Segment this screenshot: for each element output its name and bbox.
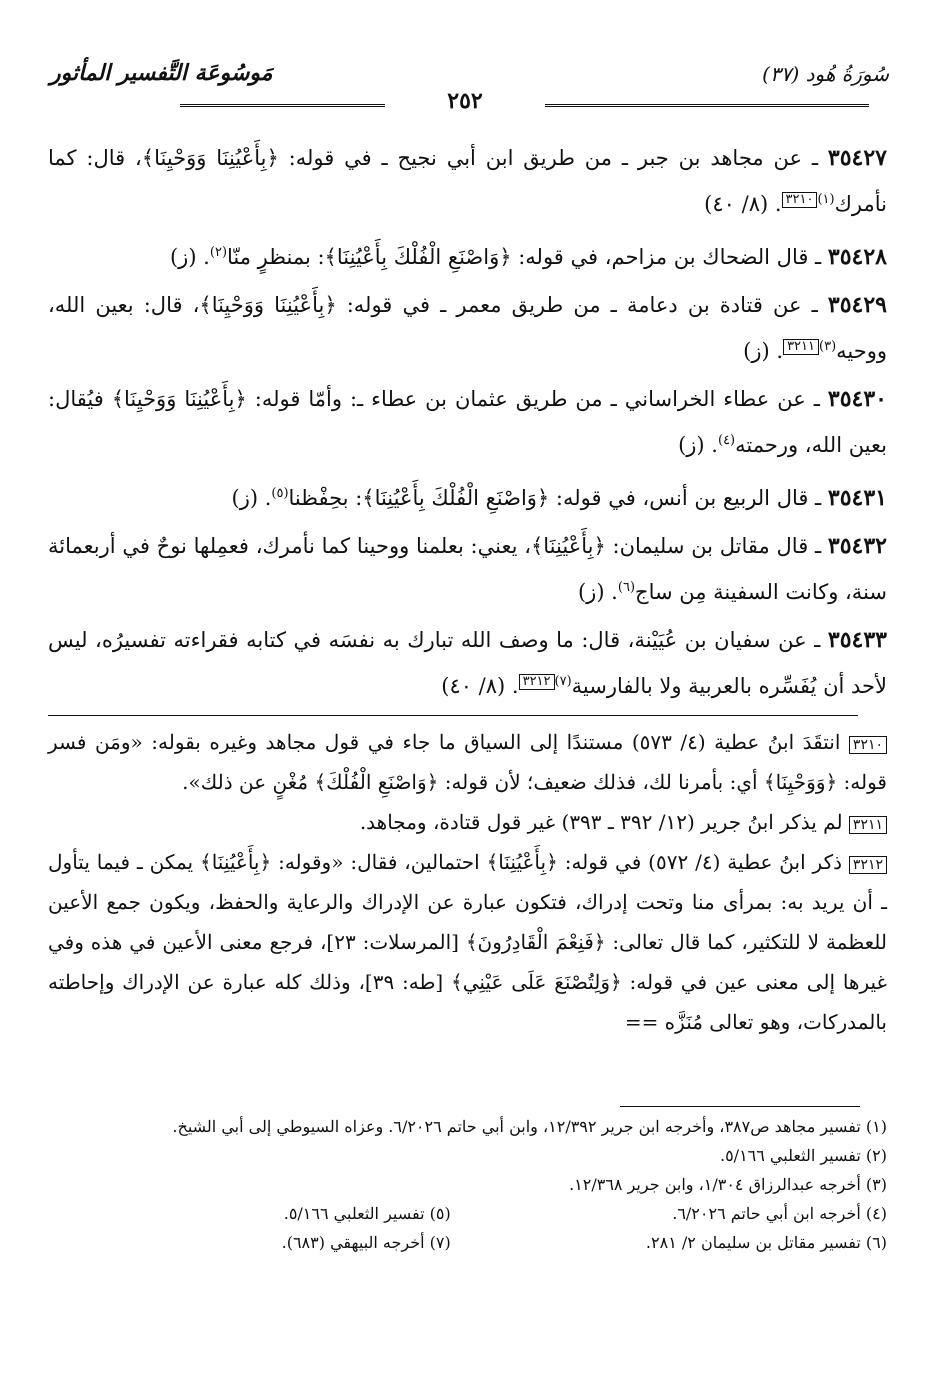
entry-text: ـ قال مقاتل بن سليمان: ﴿بِأَعْيُنِنَا﴾، يعني: بعلمنا ووحينا كما نأمرك، فعمِلها نوحٌ في أربعمائة سنة، وكانت السفينة مِن ساج	[48, 534, 887, 604]
footnote: (٥) تفسير الثعلبي ٥/١٦٦.	[283, 1204, 451, 1223]
entry	[48, 526, 887, 613]
entry-number: ٣٥٤٣١	[827, 485, 887, 511]
footnotes-divider	[620, 1106, 860, 1107]
page-number: ٢٥٢	[385, 88, 545, 114]
entry-number: ٣٥٤٢٨	[827, 244, 887, 270]
footnote-marker: (٧)	[554, 674, 572, 689]
entry-text: ـ عن مجاهد بن جبر ـ من طريق ابن أبي نجيح ـ في قوله: ﴿بِأَعْيُنِنَا وَوَحْيِنَا﴾، قال: كما نأمرك	[48, 146, 887, 216]
footnote-marker: (١)	[817, 192, 835, 207]
comment	[48, 802, 887, 842]
entry	[48, 138, 887, 225]
comment-ref: ٣٢١٠	[782, 192, 818, 208]
entry-source: . (ز)	[169, 245, 210, 269]
entry-source: . (ز)	[678, 433, 718, 457]
comment-number: ٣٢١٠	[849, 736, 887, 754]
entry-source: . (ز)	[743, 339, 784, 363]
entry-number: ٣٥٤٢٧	[827, 145, 887, 171]
entry	[48, 232, 887, 278]
comment-ref: ٣٢١١	[783, 339, 819, 355]
comments-divider	[48, 715, 858, 716]
footnote: (١) تفسير مجاهد ص٣٨٧، وأخرجه ابن جرير ١٢/٣٩٢، وابن أبي حاتم ٦/٢٠٢٦. وعزاه السيوطي إلى أبي الشيخ.	[172, 1117, 887, 1136]
entry-number: ٣٥٤٢٩	[827, 292, 887, 318]
entry-number: ٣٥٤٣٣	[827, 627, 887, 653]
footnote-row	[48, 1228, 887, 1257]
footnote: (٣) أخرجه عبدالرزاق ١/٣٠٤، وابن جرير ١٢/٣٦٨.	[569, 1175, 887, 1194]
footnote: (٦) تفسير مقاتل بن سليمان ٢/ ٢٨١.	[645, 1233, 887, 1252]
footnote: (٢) تفسير الثعلبي ٥/١٦٦.	[719, 1146, 887, 1165]
footnote-marker: (٢)	[209, 245, 228, 260]
entry-text: ـ عن عطاء الخراساني ـ من طريق عثمان بن عطاء ـ: وأمّا قوله: ﴿بِأَعْيُنِنَا وَوَحْيِنَا﴾ فيُقال: بعين الله، ورحمته	[48, 387, 887, 457]
entry-number: ٣٥٤٣٠	[827, 386, 887, 412]
footnote: (٧) أخرجه البيهقي (٦٨٣).	[281, 1233, 451, 1252]
entry-source: . (ز)	[577, 580, 618, 604]
footnote-marker: (٤)	[717, 433, 736, 448]
comment-number: ٣٢١٢	[849, 856, 887, 874]
surah-title: سُورَةُ هُود (٣٧)	[762, 62, 889, 86]
entry-source: . (٨/ ٤٠)	[441, 674, 519, 698]
entry-source: . (ز)	[231, 486, 272, 510]
entry	[48, 379, 887, 466]
editor-comments	[48, 722, 887, 1042]
entry-source: . (٨/ ٤٠)	[704, 192, 782, 216]
footnotes	[48, 1112, 887, 1257]
footnote-marker: (٦)	[617, 580, 636, 595]
main-text	[48, 138, 887, 714]
footnote: (٤) أخرجه ابن أبي حاتم ٦/٢٠٢٦.	[672, 1204, 887, 1223]
entry	[48, 620, 887, 707]
entry	[48, 285, 887, 372]
comment-text: ذكر ابنُ عطية (٤/ ٥٧٢) في قوله: ﴿بِأَعْيُنِنَا﴾ احتمالين، فقال: «وقوله: ﴿بِأَعْيُنِنَا﴾ يمكن ـ فيما يتأول ـ أن يريد به: بمرأى منا وتحت إدراك، فتكون عبارة عن الإدراك والرعاية والحفظ، ويكون جمع الأعين للعظمة لا للتكثير، كما قال تعالى: ﴿فَنِعْمَ الْقَادِرُونَ﴾ [المرسلات: ٢٣]، فرجع معنى الأعين في هذه وفي غيرها إلى معنى عين في قوله: ﴿وَلِتُصْنَعَ عَلَى عَيْنِي﴾ [طه: ٣٩]، وذلك كله عبارة عن الإدراك وإحاطته بالمدركات، وهو تعالى مُنَزَّه ==	[48, 850, 887, 1034]
entry	[48, 473, 887, 519]
comment-text: لم يذكر ابنُ جرير (١٢/ ٣٩٢ ـ ٣٩٣) غير قول قتادة، ومجاهد.	[359, 810, 843, 834]
footnote-marker: (٣)	[819, 339, 837, 354]
entry-text: ـ قال الضحاك بن مزاحم، في قوله: ﴿وَاصْنَعِ الْفُلْكَ بِأَعْيُنِنَا﴾: بمنظرٍ منّا	[227, 245, 822, 269]
comment-number: ٣٢١١	[849, 816, 887, 834]
comment-text: انتقَدَ ابنُ عطية (٤/ ٥٧٣) مستندًا إلى السياق ما جاء في قول مجاهد وغيره بقوله: «ومَن فسر قوله: ﴿وَوَحْيِنَا﴾ أي: بأمرنا لك، فذلك ضعيف؛ لأن قوله: ﴿وَاصْنَعِ الْفُلْكَ﴾ مُغْنٍ عن ذلك».	[48, 730, 887, 794]
comment-ref: ٣٢١٢	[519, 674, 555, 690]
entry-text: ـ قال الربيع بن أنس، في قوله: ﴿وَاصْنَعِ الْفُلْكَ بِأَعْيُنِنَا﴾: بحِفْظنا	[288, 486, 822, 510]
book-title: مَوسُوعَة التَّفسير المأثور	[50, 60, 273, 86]
footnote-marker: (٥)	[271, 486, 289, 501]
comment	[48, 842, 887, 1042]
comment	[48, 722, 887, 802]
footnote-row	[48, 1199, 887, 1228]
entry-text: ـ عن سفيان بن عُيَيْنة، قال: ما وصف الله تبارك به نفسَه في كتابه فقراءته تفسيرُه، ليس لأحد أن يُفَسِّره بالعربية ولا بالفارسية	[48, 628, 887, 698]
entry-text: ـ عن قتادة بن دعامة ـ من طريق معمر ـ في قوله: ﴿بِأَعْيُنِنَا وَوَحْيِنَا﴾، قال: بعين الله، ووحيه	[48, 293, 887, 363]
entry-number: ٣٥٤٣٢	[827, 533, 887, 559]
